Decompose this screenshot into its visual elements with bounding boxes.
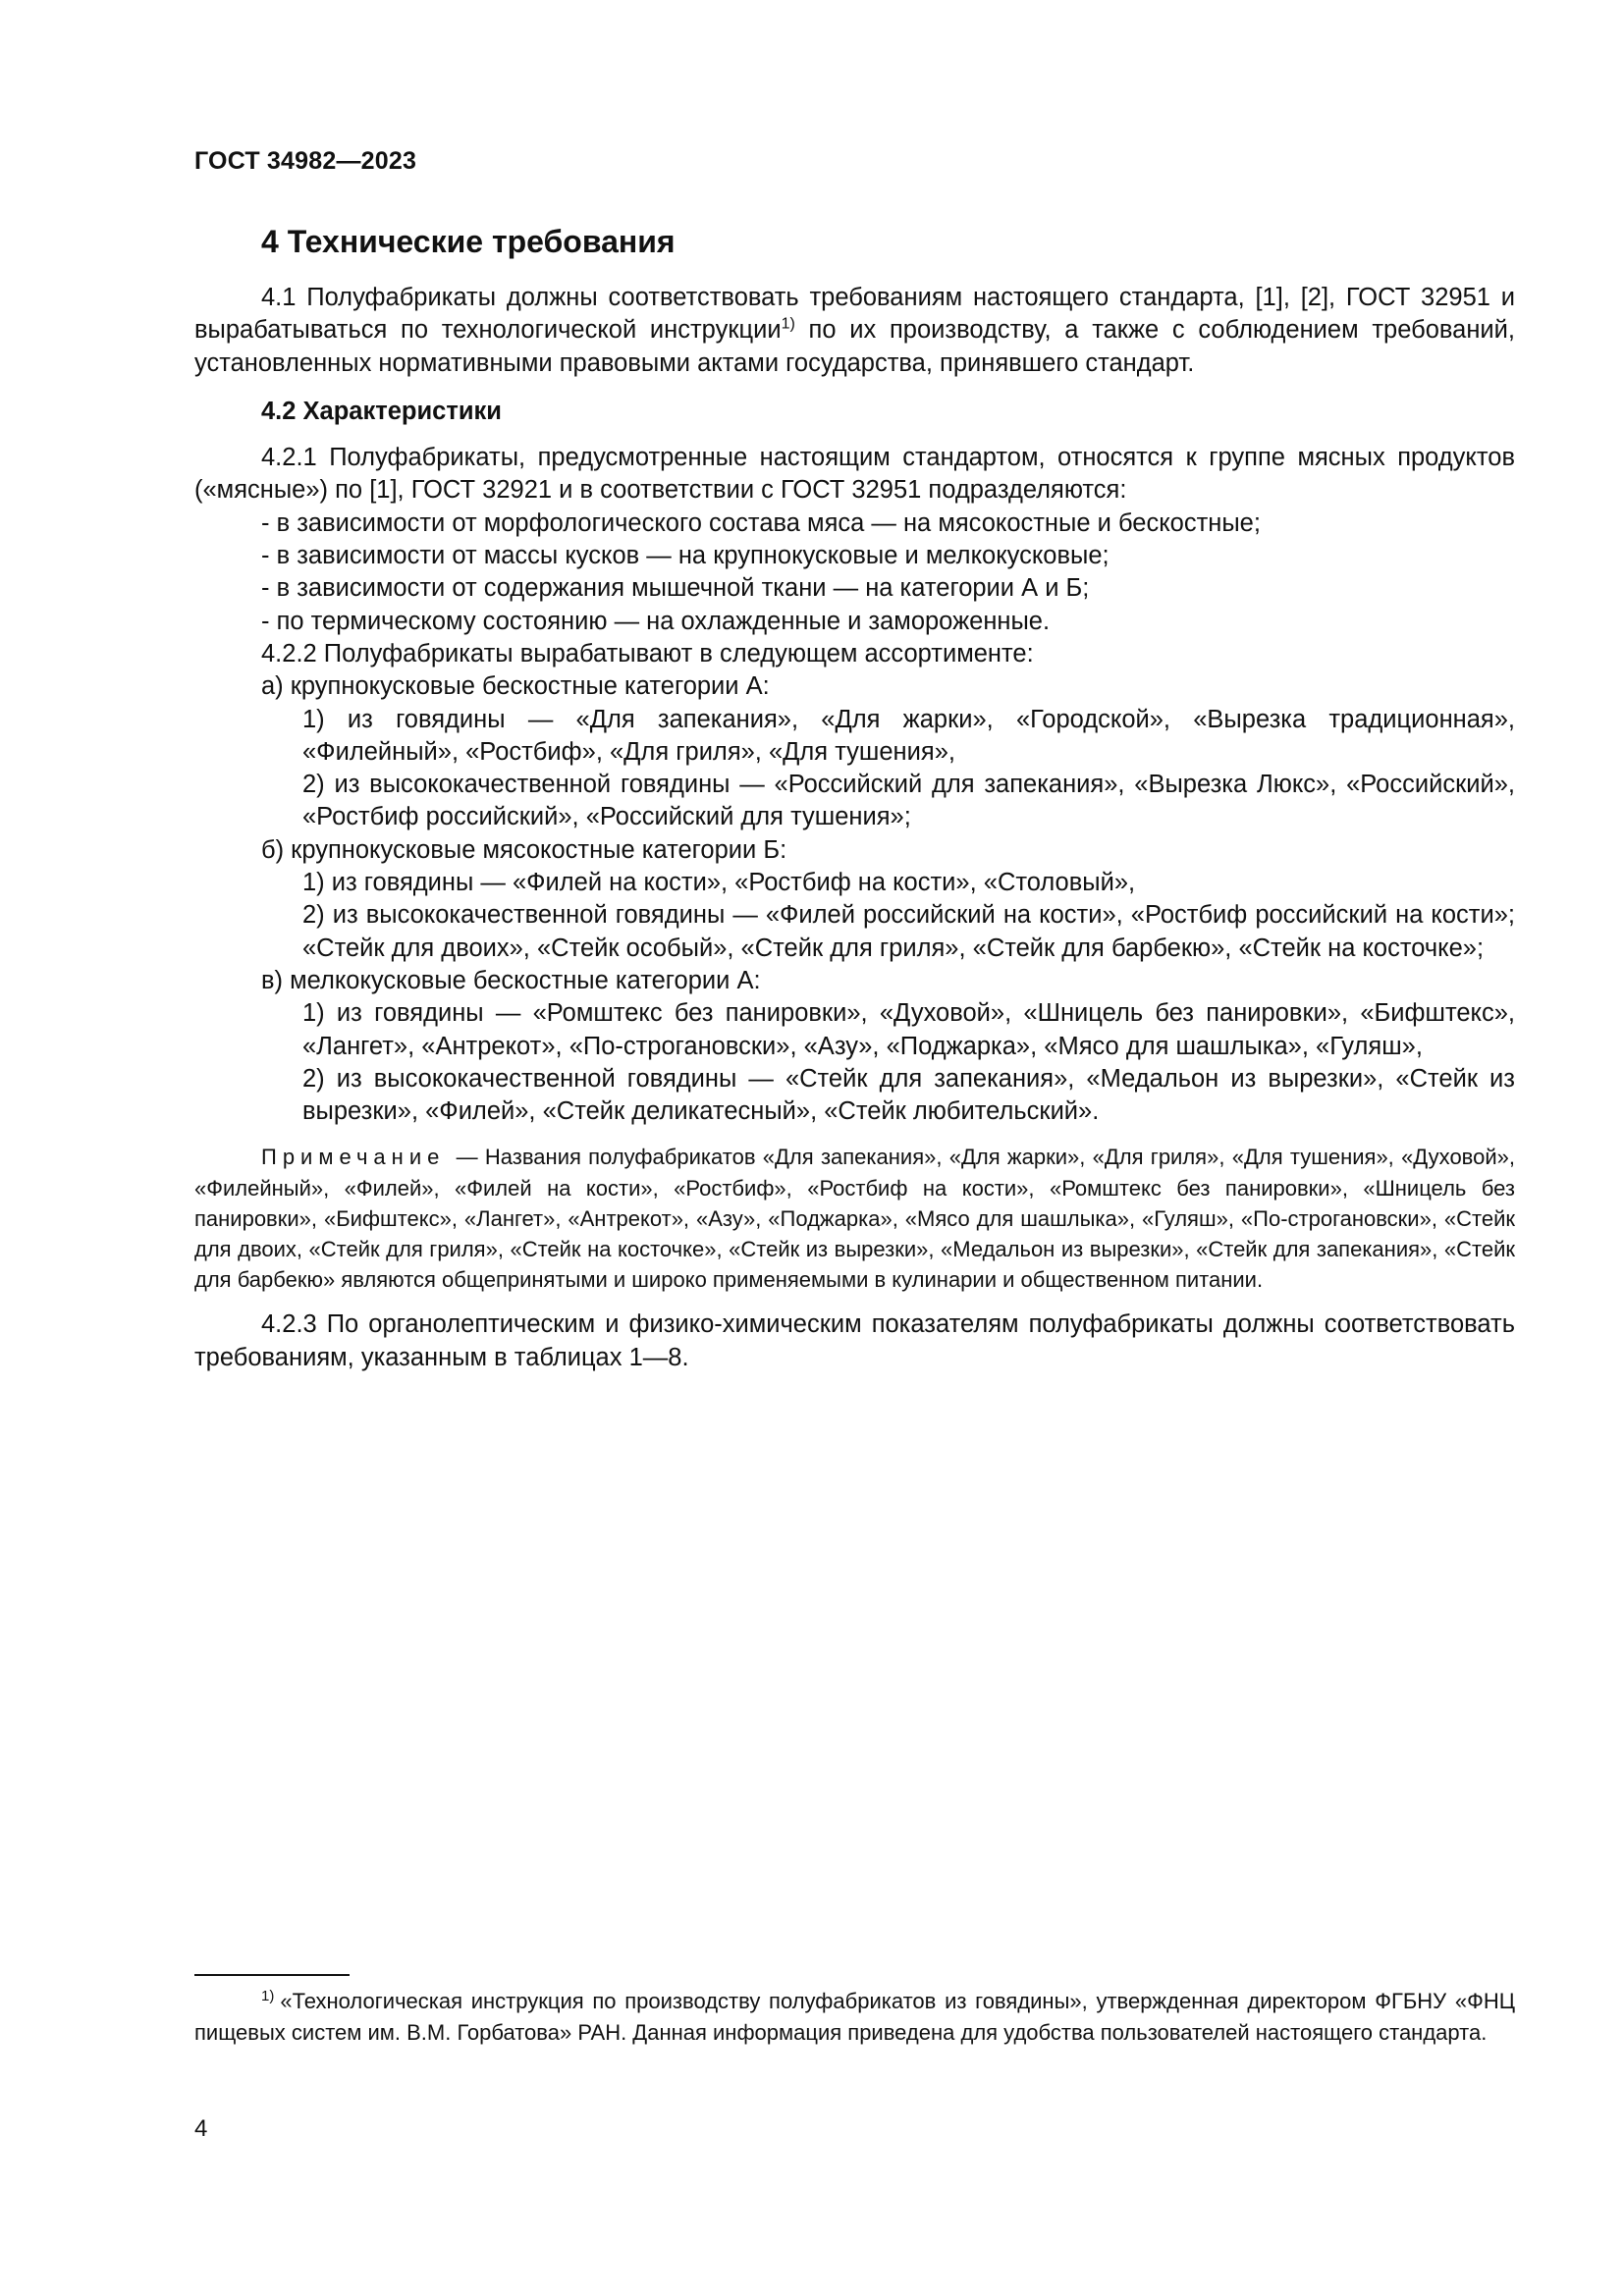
footnote-divider [194, 1974, 350, 1976]
document-header: ГОСТ 34982—2023 [194, 147, 417, 175]
document-body [194, 282, 1515, 1374]
paragraph-4-1 [194, 282, 1515, 380]
paragraph-4-2-2: 4.2.2 Полуфабрикаты вырабатывают в следующем ассортименте: [261, 639, 1034, 667]
assortment-group-c-title: в) мелкокусковые бескостные категории А: [261, 966, 761, 994]
footnote-text: «Технологическая инструкция по производству полуфабрикатов из говядины», утвержденная директором ФГБНУ «ФНЦ пищевых систем им. В.М. Горбатова» РАН. Данная информация приведена для удобства пользователей настоящего стандарта. [194, 1989, 1515, 2045]
page-number: 4 [194, 2115, 208, 2142]
paragraph-text: 4.1 Полуфабрикаты должны соответствовать требованиям настоящего стандарта, [1], [2], ГОСТ 32951 и вырабатываться по технологической инструкции [194, 284, 1515, 345]
assortment-item: 2) из высококачественной говядины — «Филей российский на кости», «Ростбиф российский на кости»; «Стейк для двоих», «Стейк особый», «Стейк для гриля», «Стейк для барбекю», «Стейк на косточке»; [302, 901, 1515, 962]
classification-item: - в зависимости от массы кусков — на крупнокусковые и мелкокусковые; [261, 542, 1110, 570]
paragraph-text: по их производству, а также с соблюдением требований, установленных нормативными правовыми актами государства, принявшего стандарт. [194, 316, 1515, 377]
document-page [194, 0, 1515, 2296]
footnote-marker: 1) [261, 1987, 275, 2004]
classification-item: - в зависимости от содержания мышечной ткани — на категории А и Б; [261, 574, 1090, 603]
classification-item: - в зависимости от морфологического состава мяса — на мясокостные и бескостные; [261, 508, 1261, 537]
section-title: 4 Технические требования [261, 224, 676, 259]
classification-item: - по термическому состоянию — на охлажденные и замороженные. [261, 607, 1051, 635]
footnote [194, 1986, 1515, 2048]
assortment-group-a-title: а) крупнокусковые бескостные категории А: [261, 672, 770, 701]
note-block [194, 1142, 1515, 1295]
assortment-item: 1) из говядины — «Ромштекс без панировки», «Духовой», «Шницель без панировки», «Бифштекс», «Лангет», «Антрекот», «По-строгановски», «Азу», «Поджарка», «Мясо для шашлыка», «Гуляш», [302, 999, 1515, 1060]
subheading-4-2: 4.2 Характеристики [261, 397, 502, 425]
assortment-item: 1) из говядины — «Для запекания», «Для жарки», «Городской», «Вырезка традиционная», «Филейный», «Ростбиф», «Для гриля», «Для тушения», [302, 705, 1515, 766]
assortment-item: 2) из высококачественной говядины — «Российский для запекания», «Вырезка Люкс», «Российский», «Ростбиф российский», «Российский для тушения»; [302, 771, 1515, 831]
paragraph-4-2-1: 4.2.1 Полуфабрикаты, предусмотренные настоящим стандартом, относятся к группе мясных продуктов («мясные») по [1], ГОСТ 32921 и в соответствии с ГОСТ 32951 подразделяются: [194, 444, 1515, 505]
assortment-item: 2) из высококачественной говядины — «Стейк для запекания», «Медальон из вырезки», «Стейк из вырезки», «Филей», «Стейк деликатесный», «Стейк любительский». [302, 1064, 1515, 1126]
paragraph-4-2-3: 4.2.3 По органолептическим и физико-химическим показателям полуфабрикаты должны соответствовать требованиям, указанным в таблицах 1—8. [194, 1310, 1515, 1371]
note-text: — Названия полуфабрикатов «Для запекания», «Для жарки», «Для гриля», «Для тушения», «Духовой», «Филейный», «Филей», «Филей на кости», «Ростбиф», «Ростбиф на кости», «Ромштекс без панировки», «Шницель без панировки», «Бифштекс», «Лангет», «Антрекот», «Азу», «Поджарка», «Мясо для шашлыка», «Гуляш», «По-строгановски», «Стейк для двоих, «Стейк для гриля», «Стейк на косточке», «Стейк из вырезки», «Медальон из вырезки», «Стейк для запекания», «Стейк для барбекю» являются общепринятыми и широко применяемыми в кулинарии и общественном питании. [194, 1145, 1515, 1293]
assortment-group-b-title: б) крупнокусковые мясокостные категории Б: [261, 835, 787, 864]
footnote-reference[interactable]: 1) [781, 315, 795, 333]
note-label: Примечание [261, 1145, 446, 1170]
assortment-item: 1) из говядины — «Филей на кости», «Ростбиф на кости», «Столовый», [302, 869, 1136, 897]
